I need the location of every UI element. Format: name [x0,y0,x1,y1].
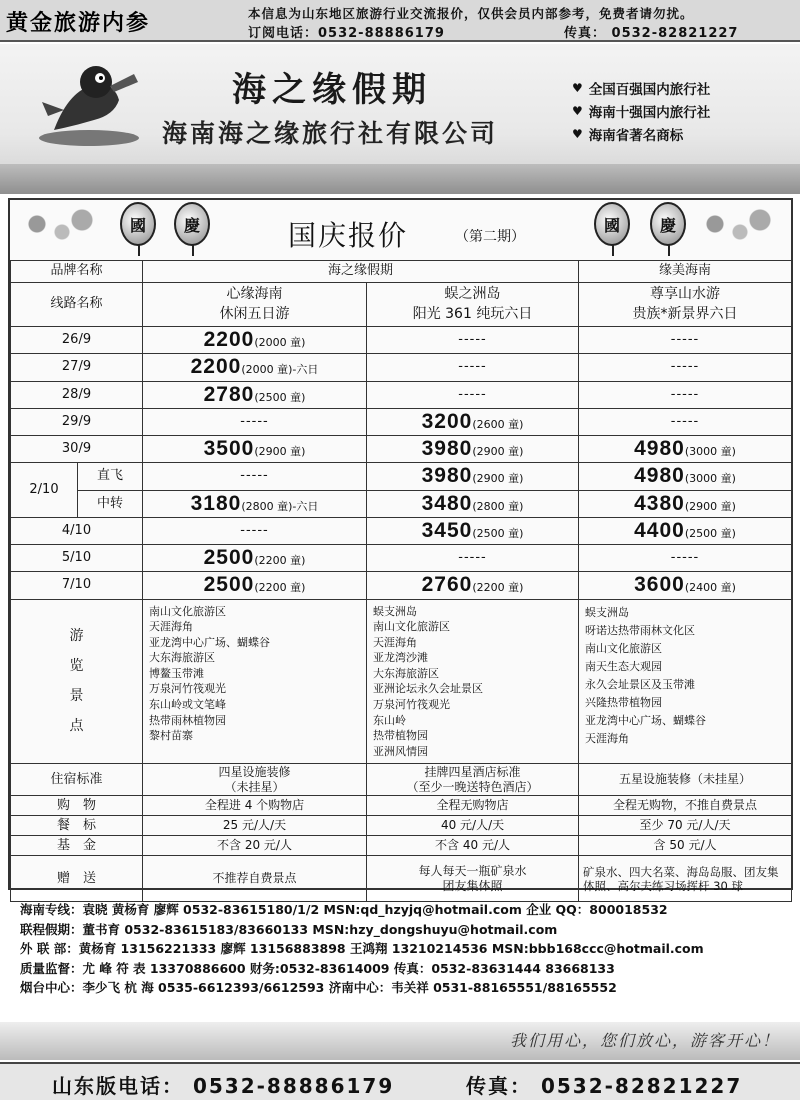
lodging-cell: 四星设施装修 （未挂星） [143,764,367,796]
footer [0,1062,800,1100]
fund-cell: 含 50 元/人 [579,836,792,856]
gift-label: 赠 送 [11,856,143,902]
brand-name: 缘美海南 [579,261,792,283]
route-label: 线路名称 [11,283,143,327]
price-cell: 2760(2200 童) [367,572,579,599]
brand-label: 品牌名称 [11,261,143,283]
price-cell: 3200(2600 童) [367,408,579,435]
company-name: 海南海之缘旅行社有限公司 [162,119,499,148]
route-cell: 心缘海南 休闲五日游 [143,283,367,327]
empty-cell: ----- [143,408,367,435]
spots-cell: 蜈支洲岛 呀诺达热带雨林文化区 南山文化旅游区 南天生态大观园 永久会址景区及玉带滩 兴隆热带植物园 亚龙湾中心广场、蝴蝶谷 天涯海角 [579,599,792,764]
sheet-header [10,200,791,260]
price-cell: 2200(2000 童) [143,327,367,354]
price-cell: 3500(2900 童) [143,436,367,463]
header-fax: 传真： 0532-82821227 [564,26,739,41]
empty-cell: ----- [143,517,367,544]
table-row [11,354,792,381]
gift-cell: 不推荐自费景点 [143,856,367,902]
motto-text: 我们用心，您们放心，游客开心！ [509,1031,780,1050]
sheet-title: 国庆报价 [288,219,409,252]
fund-cell: 不含 40 元/人 [367,836,579,856]
lodging-cell: 挂牌四星酒店标准 （至少一晚送特色酒店） [367,764,579,796]
table-row [11,796,792,816]
subscribe-phone: 订阅电话：0532-88886179 [248,26,445,41]
banner [0,44,800,194]
table-row [11,490,792,517]
shopping-label: 购 物 [11,796,143,816]
price-sheet [8,198,793,893]
price-cell: 2200(2000 童)-六日 [143,354,367,381]
lantern-icon: 慶 [174,202,210,246]
table-row [11,836,792,856]
price-cell: 3600(2400 童) [579,572,792,599]
table-row [11,381,792,408]
route-cell: 尊享山水游 贵族*新景界六日 [579,283,792,327]
table-row [11,463,792,490]
shopping-cell: 全程无购物，不推自费景点 [579,796,792,816]
table-row [11,816,792,836]
brand-name: 海之缘假期 [143,261,579,283]
empty-cell: ----- [579,354,792,381]
spots-cell: 蜈支洲岛 南山文化旅游区 天涯海角 亚龙湾沙滩 大东海旅游区 亚洲论坛永久会址景区 万泉河竹筏观光 东山岭 热带植物园 亚洲风情园 [367,599,579,764]
price-cell: 4980(3000 童) [579,463,792,490]
contact-row: 烟台中心：李少飞 杭 海 0535-6612393/6612593 济南中心：韦关祥 0531-88165551/88165552 [20,980,617,995]
top-bar [0,0,800,42]
shopping-cell: 全程无购物店 [367,796,579,816]
fund-cell: 不含 20 元/人 [143,836,367,856]
date-cell: 7/10 [11,572,143,599]
table-row [11,408,792,435]
price-cell: 4380(2900 童) [579,490,792,517]
sheet-subtitle: （第二期） [455,229,525,245]
meal-cell: 40 元/人/天 [367,816,579,836]
sub-date-cell: 直飞 [78,463,143,490]
contact-row: 海南专线：袁晓 黄杨育 廖辉 0532-83615180/1/2 MSN:qd_hzyjq@hotmail.com 企业 QQ：800018532 [20,902,668,917]
price-cell: 2780(2500 童) [143,381,367,408]
lodging-label: 住宿标准 [11,764,143,796]
table-row [11,436,792,463]
empty-cell: ----- [579,327,792,354]
table-row [11,856,792,902]
contact-row: 质量监督：尤 峰 符 表 13370886600 财务:0532-83614009 传真：0532-83631444 83668133 [20,960,615,976]
wave-decoration [0,164,800,194]
flower-decoration-icon [690,204,790,244]
lantern-icon: 國 [120,202,156,246]
spots-label: 游 览 景 点 [11,599,143,764]
table-row [11,517,792,544]
badge-item: ♥ 全国百强国内旅行社 [572,80,711,98]
price-cell: 3480(2800 童) [367,490,579,517]
table-row [11,327,792,354]
price-cell: 2500(2200 童) [143,545,367,572]
price-table [10,260,792,902]
slogan: 海之缘假期 [232,70,432,110]
empty-cell: ----- [579,408,792,435]
shopping-cell: 全程进 4 个购物店 [143,796,367,816]
badge-list [572,76,710,145]
empty-cell: ----- [367,545,579,572]
table-row [11,599,792,764]
empty-cell: ----- [143,463,367,490]
date-cell: 26/9 [11,327,143,354]
dolphin-logo-icon [34,60,144,150]
heart-icon: ♥ [572,80,583,95]
contact-row: 外 联 部：黄杨育 13156221333 廖辉 13156883898 王鸿翔 13210214536 MSN:bbb168ccc@hotmail.com [20,941,704,956]
lantern-icon: 國 [594,202,630,246]
date-cell: 5/10 [11,545,143,572]
contact-list [20,900,790,998]
notice-text: 本信息为山东地区旅游行业交流报价，仅供会员内部参考，免费者请勿扰。 [248,6,694,21]
meal-cell: 至少 70 元/人/天 [579,816,792,836]
meal-label: 餐 标 [11,816,143,836]
lodging-cell: 五星设施装修（未挂星） [579,764,792,796]
date-cell: 4/10 [11,517,143,544]
price-cell: 4400(2500 童) [579,517,792,544]
table-row [11,572,792,599]
heart-icon: ♥ [572,126,583,141]
date-cell: 2/10 [11,463,78,518]
date-cell: 30/9 [11,436,143,463]
price-cell: 3980(2900 童) [367,463,579,490]
table-row [11,261,792,283]
price-cell: 3980(2900 童) [367,436,579,463]
price-cell: 3180(2800 童)-六日 [143,490,367,517]
route-cell: 蜈之洲岛 阳光 361 纯玩六日 [367,283,579,327]
publication-brand: 黄金旅游内参 [6,11,151,36]
empty-cell: ----- [367,327,579,354]
date-cell: 29/9 [11,408,143,435]
table-row [11,764,792,796]
empty-cell: ----- [579,381,792,408]
price-cell: 2500(2200 童) [143,572,367,599]
heart-icon: ♥ [572,103,583,118]
empty-cell: ----- [367,354,579,381]
empty-cell: ----- [367,381,579,408]
date-cell: 27/9 [11,354,143,381]
empty-cell: ----- [579,545,792,572]
date-cell: 28/9 [11,381,143,408]
fund-label: 基 金 [11,836,143,856]
lantern-icon: 慶 [650,202,686,246]
spots-cell: 南山文化旅游区 天涯海角 亚龙湾中心广场、蝴蝶谷 大东海旅游区 博鳌玉带滩 万泉河竹筏观光 东山岭或文笔峰 热带雨林植物园 黎村苗寨 [143,599,367,764]
footer-phone: 山东版电话： 0532-88886179 [52,1074,395,1098]
price-cell: 3450(2500 童) [367,517,579,544]
table-row [11,545,792,572]
gift-cell: 每人每天一瓶矿泉水 团友集体照 [367,856,579,902]
badge-item: ♥ 海南十强国内旅行社 [572,103,711,121]
price-cell: 4980(3000 童) [579,436,792,463]
meal-cell: 25 元/人/天 [143,816,367,836]
badge-item: ♥ 海南省著名商标 [572,126,684,144]
contact-row: 联程假期：董书育 0532-83615183/83660133 MSN:hzy_dongshuyu@hotmail.com [20,921,558,937]
sub-date-cell: 中转 [78,490,143,517]
gift-cell: 矿泉水、四大名菜、海岛岛服、团友集体照、高尔夫练习场挥杆 30 球 [579,856,792,902]
flower-decoration-icon [12,204,112,244]
motto-band [0,1022,800,1060]
footer-fax: 传真： 0532-82821227 [466,1074,743,1098]
table-row [11,283,792,327]
